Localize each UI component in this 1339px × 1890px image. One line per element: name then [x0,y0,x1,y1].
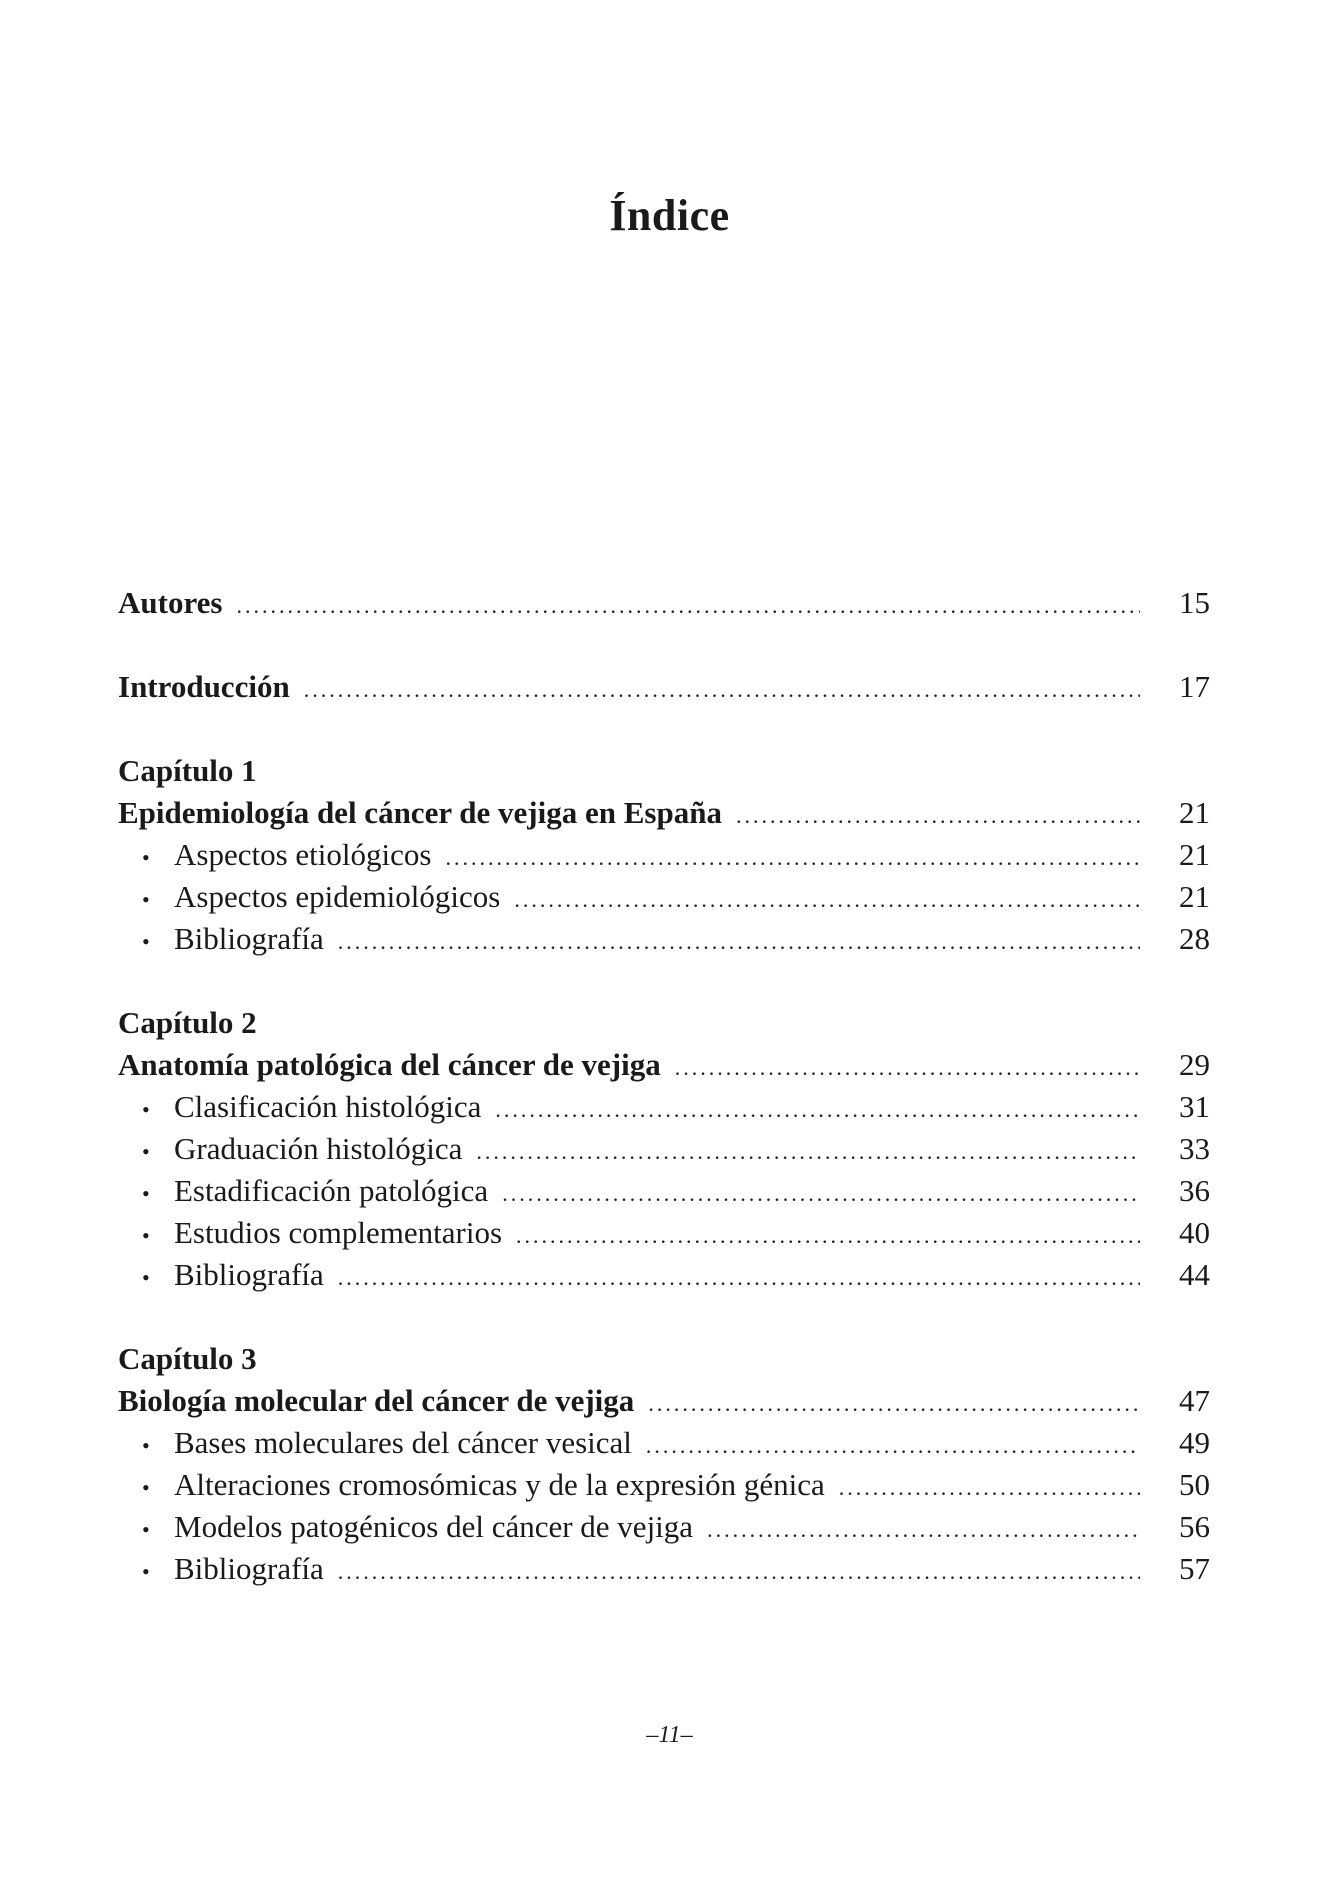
chapter-heading: Capítulo 3 [118,1341,257,1376]
dot-leader [514,879,1140,921]
toc-subentry[interactable] [118,1086,1210,1128]
bullet-icon: • [142,1516,150,1542]
dot-leader [646,1425,1140,1467]
toc-page-number: 47 [1179,1383,1210,1418]
toc-entry-label: Biología molecular del cáncer de vejiga [118,1383,635,1418]
dot-leader [495,1089,1140,1131]
toc-page-number: 17 [1179,669,1210,704]
dot-leader [338,921,1140,963]
bullet-icon: • [142,844,150,870]
dot-leader [338,1257,1140,1299]
toc-entry-label: Anatomía patológica del cáncer de vejiga [118,1047,661,1082]
page-title: Índice [609,191,730,240]
table-of-contents [118,582,1210,1590]
bullet-icon: • [142,1474,150,1500]
toc-entry-label: Autores [118,585,223,620]
toc-page-number: 33 [1179,1131,1210,1166]
toc-page-number: 50 [1179,1467,1210,1502]
toc-entry-label: Estadificación patológica [174,1173,489,1208]
chapter-heading: Capítulo 2 [118,1005,257,1040]
toc-entry-label: Bibliografía [174,921,324,956]
dot-leader [675,1047,1140,1089]
bullet-icon: • [142,1432,150,1458]
toc-entry-label: Modelos patogénicos del cáncer de vejiga [174,1509,694,1544]
dot-leader [445,837,1140,879]
toc-entry-autores[interactable] [118,582,1210,624]
toc-subentry[interactable] [118,876,1210,918]
toc-page-number: 40 [1179,1215,1210,1250]
toc-chapter-title[interactable] [118,1380,1210,1422]
toc-page-number: 21 [1179,879,1210,914]
toc-subentry[interactable] [118,1464,1210,1506]
dot-leader [839,1467,1140,1509]
bullet-icon: • [142,886,150,912]
toc-entry-label: Epidemiología del cáncer de vejiga en España [118,795,722,830]
bullet-icon: • [142,1222,150,1248]
toc-entry-label: Aspectos etiológicos [174,837,432,872]
dot-leader [648,1383,1140,1425]
toc-entry-label: Estudios complementarios [174,1215,503,1250]
bullet-icon: • [142,928,150,954]
toc-subentry[interactable] [118,1254,1210,1296]
dot-leader [502,1173,1140,1215]
toc-subentry[interactable] [118,1128,1210,1170]
toc-page-number: 56 [1179,1509,1210,1544]
dot-leader [304,669,1140,711]
toc-page-number: 29 [1179,1047,1210,1082]
bullet-icon: • [142,1096,150,1122]
toc-subentry[interactable] [118,1170,1210,1212]
dot-leader [236,585,1140,627]
toc-entry-label: Bibliografía [174,1257,324,1292]
toc-entry-label: Bibliografía [174,1551,324,1586]
toc-entry-label: Aspectos epidemiológicos [174,879,501,914]
dot-leader [476,1131,1140,1173]
toc-page-number: 28 [1179,921,1210,956]
toc-subentry[interactable] [118,834,1210,876]
toc-subentry[interactable] [118,1506,1210,1548]
toc-subentry[interactable] [118,918,1210,960]
page-folio: –11– [646,1722,693,1748]
toc-entry-label: Introducción [118,669,290,704]
toc-chapter-title[interactable] [118,792,1210,834]
toc-chapter-title[interactable] [118,1044,1210,1086]
toc-page-number: 57 [1179,1551,1210,1586]
toc-page-number: 21 [1179,837,1210,872]
toc-entry-label: Alteraciones cromosómicas y de la expresión génica [174,1467,825,1502]
toc-entry-label: Bases moleculares del cáncer vesical [174,1425,632,1460]
chapter-heading: Capítulo 1 [118,753,257,788]
dot-leader [736,795,1140,837]
toc-page-number: 15 [1179,585,1210,620]
bullet-icon: • [142,1180,150,1206]
bullet-icon: • [142,1264,150,1290]
toc-subentry[interactable] [118,1422,1210,1464]
toc-entry-label: Graduación histológica [174,1131,463,1166]
toc-page-number: 31 [1179,1089,1210,1124]
bullet-icon: • [142,1138,150,1164]
toc-page-number: 44 [1179,1257,1210,1292]
dot-leader [707,1509,1140,1551]
dot-leader [338,1551,1140,1593]
toc-page-number: 21 [1179,795,1210,830]
bullet-icon: • [142,1558,150,1584]
toc-page-number: 49 [1179,1425,1210,1460]
dot-leader [516,1215,1140,1257]
toc-entry-introduccion[interactable] [118,666,1210,708]
toc-subentry[interactable] [118,1212,1210,1254]
toc-page-number: 36 [1179,1173,1210,1208]
toc-entry-label: Clasificación histológica [174,1089,482,1124]
toc-subentry[interactable] [118,1548,1210,1590]
